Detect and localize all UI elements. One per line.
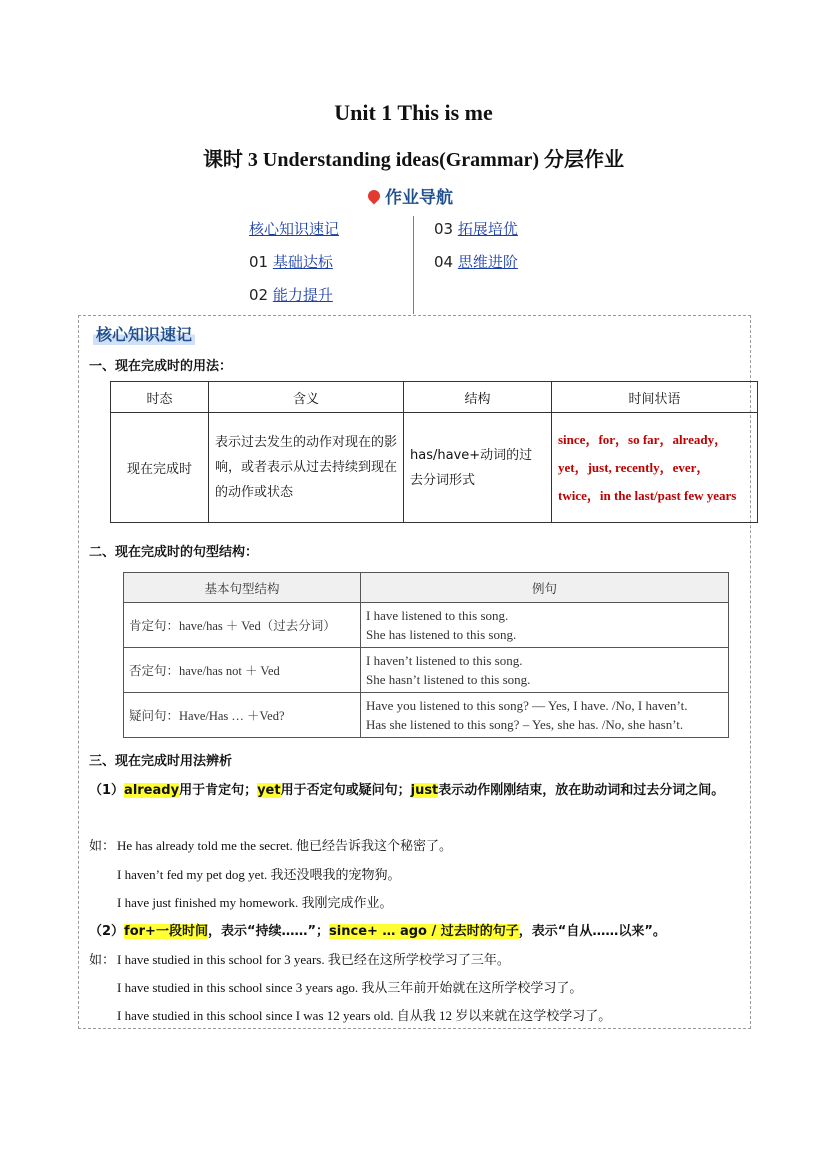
table-header: 结构 [404,382,552,413]
example-cell: I have listened to this song. She has listened to this song. [361,603,729,648]
page-subtitle: 课时 3 Understanding ideas(Grammar) 分层作业 [202,149,625,171]
section-2-title: 二、现在完成时的句型结构： [89,545,259,560]
nav-item-extend[interactable]: 03 拓展培优 [434,220,518,238]
nav-link[interactable]: 基础达标 [272,253,333,271]
page-title: Unit 1 This is me [334,100,493,125]
pattern-cell: 肯定句：have/has ＋ Ved（过去分词） [124,603,361,648]
example-line: I have studied in this school since 3 years ago. 我从三年前开始就在这所学校学习了。 [117,980,583,995]
nav-title: 作业导航 [368,183,453,208]
rule-2: （2）for+一段时间，表示“持续……”；since+ … ago / 过去时的句子，表示“自从……以来”。 [89,924,666,939]
usage-table [110,381,758,523]
sentence-pattern-table [123,572,729,738]
structure-cell: has/have+动词的过去分词形式 [404,413,552,523]
adverbial-cell: since，for，so far，already，yet，just, recently，ever，twice，in the last/past few years [552,413,758,523]
nav-divider [413,216,414,314]
nav-link[interactable]: 核心知识速记 [249,220,340,238]
example-prefix: 如： [89,839,116,854]
example-cell: Have you listened to this song? — Yes, I have. /No, I haven’t. Has she listened to this song? – Yes, she has. /No, she hasn’t. [361,693,729,738]
table-header: 时间状语 [552,382,758,413]
nav-item-thinking[interactable]: 04 思维进阶 [434,253,518,271]
meaning-cell: 表示过去发生的动作对现在的影响，或者表示从过去持续到现在的动作或状态 [209,413,404,523]
example-line: I have studied in this school for 3 years. 我已经在这所学校学习了三年。 [117,952,510,967]
table-header: 含义 [209,382,404,413]
nav-item-ability[interactable]: 02 能力提升 [249,286,333,304]
example-line: I have studied in this school since I was 12 years old. 自从我 12 岁以来就在这学校学习了。 [117,1008,612,1023]
nav-link[interactable]: 拓展培优 [457,220,518,238]
table-header: 基本句型结构 [124,573,361,603]
nav-link[interactable]: 思维进阶 [457,253,518,271]
example-cell: I haven’t listened to this song. She hasn’t listened to this song. [361,648,729,693]
section-3-title: 三、现在完成时用法辨析 [89,754,233,769]
example-line: I have just finished my homework. 我刚完成作业。 [117,895,393,910]
nav-item-basic[interactable]: 01 基础达标 [249,253,333,271]
table-header: 时态 [111,382,209,413]
pattern-cell: 疑问句：Have/Has … ＋Ved? [124,693,361,738]
location-pin-icon [366,188,383,205]
pattern-cell: 否定句：have/has not ＋ Ved [124,648,361,693]
example-line: He has already told me the secret. 他已经告诉我这个秘密了。 [117,838,453,853]
tense-cell: 现在完成时 [111,413,209,523]
rule-1: （1）already用于肯定句；yet用于否定句或疑问句；just表示动作刚刚结束，放在助动词和过去分词之间。 [89,783,725,798]
nav-item-core[interactable] [249,218,339,239]
example-line: I haven’t fed my pet dog yet. 我还没喂我的宠物狗。 [117,867,401,882]
example-prefix: 如： [89,953,116,968]
nav-link[interactable]: 能力提升 [272,286,333,304]
table-header: 例句 [361,573,729,603]
box-heading: 核心知识速记 [93,322,195,345]
section-1-title: 一、现在完成时的用法： [89,359,233,374]
